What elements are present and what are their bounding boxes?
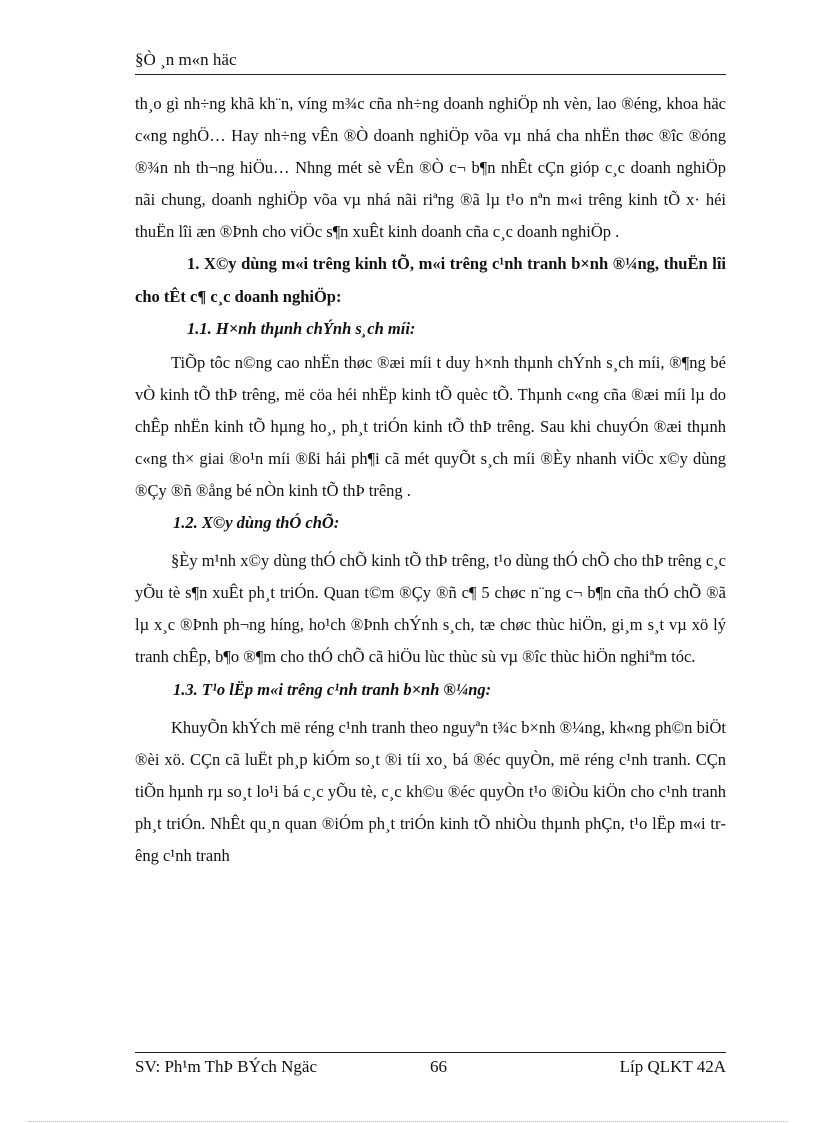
header-title: §Ò ¸n m«n häc: [135, 50, 237, 69]
page-header: [135, 50, 726, 75]
page-bottom-divider: [28, 1121, 788, 1122]
footer-class: Líp QLKT 42A: [619, 1057, 726, 1076]
section-1-heading: 1. X©y dùng m«i trêng kinh tÕ, m«i trêng c¹nh tranh b×nh ®¼ng, thuËn lîi cho tÊt c¶ c¸c doanh nghiÖp:: [135, 254, 726, 306]
page-body: [135, 88, 726, 872]
intro-paragraph: th¸o gì nh÷ng khã kh¨n, víng m¾c cña nh÷ng doanh nghiÖp nh vèn, lao ®éng, khoa häc c«ng nghÖ… Hay nh÷ng vÊn ®Ò doanh nghiÖp võa vµ nhá cha nhËn thøc ®îc ®óng ®¾n nh th¬ng hiÖu… Nhng mét sè vÊn ®Ò c¬ b¶n nhÊt cÇn gióp c¸c doanh nghiÖp nãi chung, doanh nghiÖp võa vµ nhá nãi riªng ®ã lµ t¹o nªn m«i trêng kinh tÕ x· héi thuËn lîi æn ®Þnh cho viÖc s¶n xuÊt kinh doanh cña c¸c doanh nghiÖp .: [135, 94, 726, 242]
subsection-1-2-heading: 1.2. X©y dùng thÓ chÕ:: [173, 513, 340, 533]
subsection-1-3-heading: 1.3. T¹o lËp m«i trêng c¹nh tranh b×nh ®¼ng:: [173, 679, 492, 699]
subsection-1-3-paragraph: KhuyÕn khÝch më réng c¹nh tranh theo nguyªn t¾c b×nh ®¼ng, kh«ng ph©n biÖt ®èi xö. CÇn cã luËt ph¸p kiÓm so¸t ®i tíi xo¸ bá ®éc quyÒn, më réng c¹nh tranh. CÇn tiÕn hµnh rµ so¸t lo¹i bá c¸c yÕu tè, c¸c kh©u ®éc quyÒn t¹o ®iÒu kiÖn cho c¹nh tranh ph¸t triÓn. NhÊt qu¸n quan ®iÓm ph¸t triÓn kinh tÕ nhiÒu thµnh phÇn, t¹o lËp m«i trêng c¹nh tranh: [135, 717, 726, 865]
footer-page-number: 66: [430, 1057, 447, 1076]
page-footer: [135, 1052, 726, 1081]
subsection-1-2-paragraph: §Èy m¹nh x©y dùng thÓ chÕ kinh tÕ thÞ trêng, t¹o dùng thÓ chÕ cho thÞ trêng c¸c yÕu tè s¶n xuÊt ph¸t triÓn. Quan t©m ®Çy ®ñ c¶ 5 chøc n¨ng c¬ b¶n cña thÓ chÕ ®ã lµ x¸c ®Þnh ph¬ng híng, ho¹ch ®Þnh chÝnh s¸ch, tæ chøc thùc hiÖn, gi¸m s¸t vµ xö lý tranh chÊp, b¶o ®¶m cho thÓ chÕ cã hiÖu lùc thùc sù vµ ®îc thùc hiÖn nghiªm tóc.: [135, 551, 726, 667]
subsection-1-1-heading: 1.1. H×nh thµnh chÝnh s¸ch míi:: [187, 318, 416, 338]
footer-author: SV: Ph¹m ThÞ BÝch Ngäc: [135, 1057, 318, 1076]
subsection-1-1-paragraph: TiÕp tôc n©ng cao nhËn thøc ®æi míi t duy h×nh thµnh chÝnh s¸ch míi, ®¶ng bé vÒ kinh tÕ thÞ trêng, më cöa héi nhËp kinh tÕ quèc tÕ. Thµnh c«ng cña ®æi míi lµ do chÊp nhËn kinh tÕ hµng ho¸, ph¸t triÓn kinh tÕ thÞ trêng. Sau khi chuyÓn ®æi thµnh c«ng th× giai ®o¹n míi ®ßi hái ph¶i cã mét quyÕt s¸ch míi ®Èy nhanh viÖc x©y dùng ®Çy ®ñ ®ång bé nÒn kinh tÕ thÞ trêng .: [135, 352, 726, 501]
